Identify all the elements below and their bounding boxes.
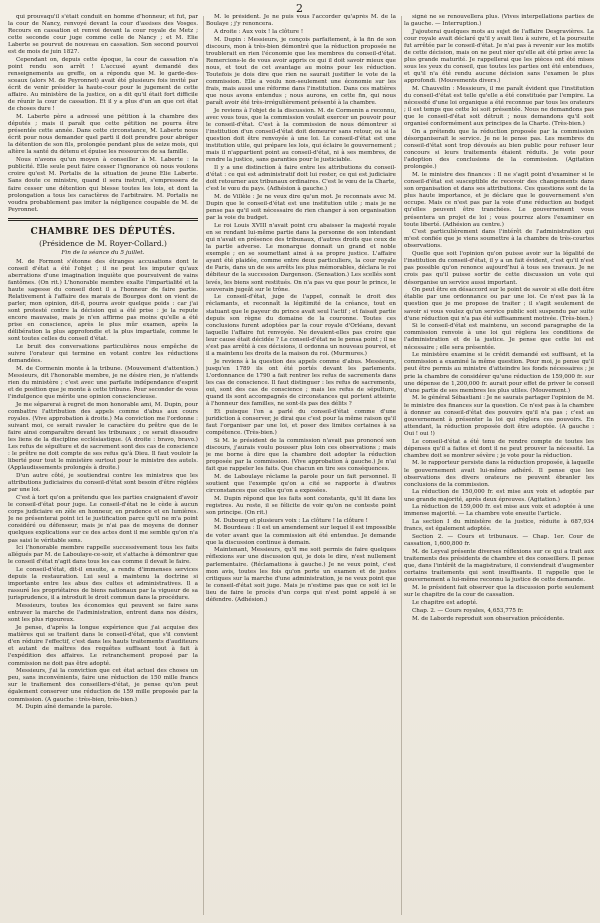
paragraph: C'est à tort qu'on a prétendu que les parties craignaient d'avoir le conseil-d'état pour juge. Le conseil-d'état ne le cède à aucun corps judiciaire en zèle en honneur, en prudence et en lumières. Je ne présenterai point ici le justification parce qu'il ne m'a point considéré ou défenseur, mais je n'ai pas de moyens de donner quelques explications sur ce des actes dont il me semble qu'on n'a pas saisi le véritable sens. [8, 495, 198, 544]
paragraph: Le ministère examine si le crédit demandé est suffisant, et la commission a examiné la même question. Pour moi, je pense qu'il peut être permis au ministre d'atteindre les fonds nécessaires ; je prie la chambre de considérer qu'une réduction de 159,000 fr. sur une dépense de 1,200,000 fr. aurait pour effet de priver le conseil d'une partie de ses membres les plus utiles. (Mouvement.) [404, 352, 594, 394]
paragraph: M. de Villèle : Je ne veux dire qu'un mot. Je reconnais avec M. Dupin que le conseil-d'état est une institution utile ; mais je ne pense pas qu'il soit nécessaire de rien changer à son organisation par la voie du budget. [206, 194, 396, 222]
paragraph: M. Dupin : Messieurs, je conçois parfaitement, à la fin de son discours, mon à très-bien démontré que la réduction proposée ne troublerait en rien l'économie que les membres du conseil-d'état. Remercions-le de vous avoir appris ce qui il doit savoir mieux que nous, et tout de cet avantage au moins pour les réduction. Toutefois je dois dire que rien ne saurait justifier le vote de la commission. Elle a voulu non-seulement une économie sur les frais, mais aussi une réforme dans l'institution. Dans ces matières que nous avons entendus ; nous aurons, en cette fin, qui nous paraît avoir été très-irrégulièrement présenté à la chambre. [206, 36, 396, 107]
columns [8, 14, 594, 917]
paragraph: M. le président fait observer que la discussion porte seulement sur le chapitre de la cour de cassation. [404, 585, 594, 599]
paragraph: Si le conseil-d'état est maintenu, un second paragraphe de la commission renvoie à une loi qui réglera les conditions de l'administration et de la justice. Je pense que cette loi est nécessaire ; elle sera présentée. [404, 323, 594, 351]
paragraph: Je reviens à la question des appels comme d'abus. Messieurs, jusqu'en 1789 ils ont été portés devant les parlements. L'ordonnance de 1790 a fait rentrer les refus de sacrements dans les cas de conscience. Il faut distinguer : les refus de sacrements, oui, sont des cas de conscience ; mais les refus de sépulture, quand ils sont accompagnés de circonstances qui portent atteinte à l'honneur des familles, ne sont-ils pas des délits ? [206, 358, 396, 407]
paragraph: M. le rapporteur persiste dans la réduction proposée, à laquelle le gouvernement avait lui-même adhéré. Il pense que les observations des divers orateurs ne peuvent ébranler les conclusions de la commission. [404, 460, 594, 488]
section-rule [8, 220, 198, 221]
paragraph: Ici l'honorable membre rappelle successivement tous les faits allégués par M. de Laboulaye-ce-soir, et s'attache à démontrer que le conseil d'état n'agit dans tous les cas comme il devait le faire. [8, 545, 198, 566]
paragraph: J'ajouterai quelques mots au sujet de l'affaire Desgravières. La cour royale avait déclaré qu'il y avait lieu à suivre, et la poursuite fut arrêtée par le conseil-d'état. Je n'ai pas à revenir sur les motifs de cette décision, mais on ne peut nier qu'elle ait été prise avec la plus grande maturité. Je rappellerai que les pièces ont été mises sous les yeux du conseil, que toutes les parties ont été entendues, et qu'il n'a été rendu aucune décision sans l'examen le plus approfondi. (Mouvements divers.) [404, 28, 594, 85]
paragraph: Messieurs, j'ai la conviction que cet état actuel des choses un peu, sans inconvénients, faire une réduction de 150 mille francs sur le traitement des conseillers-d'état, je pense qu'on peut également conserver une réduction de 159 mille proposée par la commission. (A gauche : très-bien, très-bien.) [8, 668, 198, 703]
paragraph: Le conseil-d'état, juge de l'appel, connaît le droit des réclamants, et reconnaît la légitimité de la créance, tout en statuant que le payeur du prince avait seul l'actif ; et faisait partie depuis son règne du domaine de la couronne. Toutes ces conclusions furent adoptées par la cour royale d'Orléans, devant laquelle l'affaire fut renvoyée. Ne devaient-elles pas croire que leur cause était décidée ? Le conseil-d'état ne le pensa point ; il ne s'est pas arrêté à ces décisions, il ordonna un nouveau pourvoi, et il a maintenu les droits de la maison du roi. (Murmures.) [206, 294, 396, 357]
paragraph: Le chapitre est adopté. [412, 599, 478, 606]
presidence-line: (Présidence de M. Royer-Collard.) [39, 238, 167, 248]
paragraph: La réduction de 159,000 fr. est mise aux voix et adoptée à une immense majorité. — La chambre vote ensuite l'article. [404, 504, 594, 518]
column-2 [206, 14, 396, 917]
paragraph: A droite : Aux voix ! la clôture ! [214, 28, 304, 35]
section-heading: CHAMBRE DES DÉPUTÉS. [30, 225, 176, 237]
column-1-debate [8, 259, 198, 712]
paragraph: M. le président. Je ne puis vous l'accorder qu'après M. de la Boulaye ; j'y renoncera. [206, 14, 396, 28]
paragraph: M. le général Sébastiani : Je ne saurais partager l'opinion de M. le ministre des finances sur la question. Ce n'est pas à la chambre à donner au conseil-d'état des pouvoirs qu'il n'a pas ; c'est au gouvernement à présenter la loi qui réglera ces pouvoirs. En attendant, la réduction proposée doit être adoptée. (A gauche : Oui ! oui !) [404, 395, 594, 437]
paragraph: Le conseil-d'état, dit-il ensuite, a rendu d'immenses services depuis la restauration. Lui seul a maintenu la doctrine si importante entre les abus des cultes et administratives. Il a rassuré les propriétaires de biens nationaux par la vigueur de sa jurisprudence, il a introduit le droit commun dans la procédure. [8, 567, 198, 602]
paragraph: qui prouvaqu'il s'était conduit en homme d'honneur, et fut, par la cour de Nancy, renvoyé devant la cour d'assises des Vosges. Recours en cassation et renvoi devant la cour royale de Metz ; cette seconde cour juge comme celle de Nancy ; et M. Elie Laberte se pourvut de nouveau en cassation. Son second pourvoi est de mois de juin 1827. [8, 14, 198, 56]
paragraph: Messieurs, toutes les économies qui peuvent se faire sans entraver la marche de l'administration, entrent dans nos désirs, sont les plus rigoureux. [8, 603, 198, 624]
paragraph: M. Dupin répond que les faits sont constants, qu'il lit dans les registres. Au reste, il se félicite de voir qu'on ne conteste point son principe. (On rit.) [206, 495, 396, 516]
paragraph: Quelle que soit l'opinion qu'on puisse avoir sur la légalité de l'institution du conseil-d'état, il y a un fait évident, c'est qu'il n'est pas possible qu'on renonce aujourd'hui à tous ses travaux. Je ne crois pas qu'il puisse sortir de cette discussion un vote qui désorganise un service aussi important. [404, 251, 594, 286]
paragraph: M. Chauvelin : Messieurs, il me paraît évident que l'institution du conseil-d'état est telle qu'elle a été constituée par l'empire. La nécessité d'une loi organique a été reconnue par tous les orateurs ; il est temps que cette loi soit présentée. Nous ne demandons pas que le conseil-d'état soit détruit ; nous demandons qu'il soit organisé conformément aux principes de la Charte. (Très-bien.) [404, 86, 594, 128]
section-rule [8, 218, 198, 219]
paragraph: Nous n'avons qu'un moyen à conseiller à M. Laberte : la publicité. Elle seule peut faire cesser l'ignorance où nous voulons croire qu'est M. Portalis de la situation de jeune Elie Laberte. Sans doute ce ministre, quand il sera instruit, s'empressera de faire cesser une détention qui blesse toutes les lois, et dont la prolongation a tous les caractères de l'arbitraire. M. Portalis ne voudra probablement pas imiter la négligence coupable de M. de Peyronnet. [8, 157, 198, 213]
paragraph: C'est particulièrement dans l'intérêt de l'administration qui m'est confiée que je viens soumettre à la chambre de très-courtes observations. [404, 229, 594, 250]
paragraph: Maintenant, Messieurs, qu'il me soit permis de faire quelques réflexions sur une discussion qui, je dois le dire, n'est nullement parlementaire. (Réclamations à gauche.) Je ne veux point, c'est mon avis, toutes les fois qu'on porte un examen et de justes critiques sur la marche d'une administration, je ne veux point que le conseil-d'état soit juge. Mais je n'estime pas que ce soit ici le lieu de faire le procès d'un corps qui n'est point appelé à se défendre. (Adhésion.) [206, 547, 396, 603]
paragraph: M. Bourdeau : Il est un amendement sur lequel il est impossible de voter avant que la commission ait été entendue. Je demande que la discussion continue à demain. [206, 525, 396, 546]
paragraph: M. de Laboulaye réclame la parole pour un fait personnel. Il soutient que l'exemple qu'on a cité se rapporte à d'autres circonstances que celles qu'on a exposées. [206, 473, 396, 494]
paragraph: M. le ministre des finances : Il ne s'agit point d'examiner si le conseil-d'état est susceptible de recevoir des changements dans son organisation et dans ses attributions. Ces questions sont de la plus haute importance, et je déclare que le gouvernement s'en occupe. Mais ce n'est pas par la voie d'une réduction au budget qu'elles peuvent être tranchées. Le gouvernement vous présentera un projet de loi ; vous pourrez alors l'examiner en toute liberté. (Adhésion au centre.) [404, 172, 594, 228]
paragraph: On peut être en désaccord sur le point de savoir si elle doit être établie par une ordonnance ou par une loi. Ce n'est pas là la question que je me propose de traiter ; il s'agit seulement de savoir si vous voulez qu'un service public soit suspendu par suite d'une réduction qui n'a pas été suffisamment motivée. (Très-bien.) [404, 287, 594, 322]
paragraph: M. de Cormenin monte à la tribune. (Mouvement d'attention.) Messieurs, dit l'honorable membre, je ne désire rien, je n'attends rien du ministère ; c'est avec une parfaite indépendance d'esprit et de position que je monte à cette tribune. Pour seconder de vous l'indulgence que mérite une opinion consciencieuse. [8, 366, 198, 401]
paragraph: Chap. 2. — Cours royales, 4,653,775 fr. [412, 607, 524, 614]
page-number: 2 [296, 2, 304, 15]
seance-note: Fin de la séance du 5 juillet. [61, 249, 145, 256]
paragraph: M. Laberte père a adressé une pétition à la chambre des députés ; mais il paraît que cette pétition ne pourra être présentée cette année. Dans cette circonstance, M. Laberte nous écrit pour nous demander quel parti il doit prendre pour abréger la détention de son fils, prolongée pendant plus de seize mois, qui altère la santé du détenu et épuise les ressources de sa famille. [8, 114, 198, 156]
paragraph: Je me séparerai à regret de mon honorable ami, M. Dupin, pour combattre l'attribution des appels comme d'abus aux cours royales. (Vive approbation à droite.) Ma conviction me l'ordonne : suivant moi, ce serait ravaler le caractère du prêtre que de le faire ainsi comparaître devant les tribunaux ; ce serait dissoudre les liens de la discipline ecclésiastique. (A droite : bravo, bravo.) Les refus de sépulture et de sacrement sont des cas de conscience : le prêtre ne doit compte de ses refus qu'à Dieu. Il faut vouloir la liberté pour tout le ministère surtout pour le ministre des autels. (Applaudissements prolongés à droite.) [8, 402, 198, 472]
column-1-top-articles [8, 14, 198, 214]
paragraph: M. de Leyval présente diverses réflexions sur ce qui a trait aux traitements des présidents de chambre et des conseillers. Il pense que, dans l'intérêt de la magistrature, il conviendrait d'augmenter certains traitements qui sont insuffisants. Il rappelle que le gouvernement a lui-même reconnu la justice de cette demande. [404, 549, 594, 584]
paragraph: Le bruit des conversations particulières nous empêche de suivre l'orateur qui termine en votant contre les réductions demandées. [8, 344, 198, 365]
paragraph: Je reviens à l'objet de la discussion. M. de Cormenin a reconnu, avec vous tous, que la commission voulait exercer un pouvoir pour le conseil-d'état. C'est à la commission de nous démontrer si l'institution d'un conseil-d'état doit demeurer sans retour, ou si la question doit être renvoyée à une loi. Le conseil-d'état est une institution utile, qui prépare les lois, qui éclaire le gouvernement ; mais il n'appartient point au conseil-d'état, ni à ses membres, de rendre la justice, sans garanties pour le justiciable. [206, 108, 396, 164]
paragraph: signé ne se renouvellera plus. (Vives interpellations parties de la gauche. — Interruption.) [404, 14, 594, 28]
paragraph: Cependant on, depuis cette époque, la cour de cassation n'a point rendu son arrêt ! L'accusé ayant demandé des renseignements au greffe, on a répondu que M. le garde-des-sceaux (alors M. de Peyronnet) avait été plusieurs fois invité par écrit de venir présider la haute-cour pour le jugement de cette affaire. Au ministère de la justice, on a dit qu'il était fort difficile de réunir la cour de cassation. Et il y a plus d'un an que cet état de choses dure ! [8, 57, 198, 113]
paragraph: La section I du ministère de la justice, réduite à 687,934 francs, est également adoptée. [404, 519, 594, 533]
paragraph: M. de Laborde reproduit son observation précédente. [412, 615, 565, 622]
paragraph: Je pense, d'après la longue expérience que j'ai acquise des matières qui se traitent dans le conseil-d'état, que s'il convient d'en réduire l'effectif, c'est dans les hauts traitements d'auditeurs et autant de maîtres des requêtes suffisant tout à fait à l'expédition des affaires. Le retranchement proposé par la commission ne doit pas être adopté. [8, 625, 198, 667]
paragraph: Il y a une distinction à faire entre les attributions du conseil-d'état : ce qui est administratif doit lui rester, ce qui est judiciaire doit retourner aux tribunaux ordinaires. C'est le vœu de la Charte, c'est le vœu du pays. (Adhésion à gauche.) [206, 165, 396, 193]
paragraph: On a prétendu que la réduction proposée par la commission désorganiserait le service. Je ne le pense pas. Les membres du conseil-d'état sont trop dévoués au bien public pour refuser leur concours si leurs traitements étaient réduits. Je vote pour l'adoption des conclusions de la commission. (Agitation prolongée.) [404, 129, 594, 171]
paragraph: Le roi Louis XVIII n'avait point cru abaisser la majesté royale en se rendant lui-même partie dans la personne de son intendant qui n'avait en présence des tribunaux, d'autres droits que ceux de la partie adverse. Le monarque donnait un grand et noble exemple ; en se soumettant ainsi à sa propre justice. L'affaire ayant été plaidée, comme entre deux particuliers, la cour royale de Paris, dans un de ses arrêts les plus mémorables, déclara le roi débiteur de la succession Dargenson. (Sensation.) Les scellés sont levés, les biens sont restitués. On n'a pas vu que pour le prince, le souverain jugeât sur le trône. [206, 223, 396, 293]
paragraph: Le conseil-d'état a été tenu de rendre compte de toutes les dépenses qu'il a faites et dont il ne peut prouver la nécessité. La chambre doit se montrer sévère ; je vote pour la réduction. [404, 438, 594, 459]
paragraph: Et puisque l'on a parlé du conseil-d'état comme d'une juridiction à conserver, je dirai que c'est pour la même raison qu'il faut l'organiser par une loi, et poser des limites certaines à sa compétence. (Très-bien.) [206, 408, 396, 436]
paragraph: M. Dupin aîné demande la parole. [16, 704, 113, 711]
paragraph: M. Dubourg et plusieurs voix : La clôture ! la clôture ! [214, 517, 368, 524]
column-1 [8, 14, 198, 917]
paragraph: Section 2. — Cours et tribunaux. — Chap. 1er. Cour de cassation, 1,600,800 fr. [404, 534, 594, 548]
paragraph: D'un autre côté, je soutiendrai contre les ministres que les attributions judiciaires du conseil-d'état sont besoin d'être réglées par une loi. [8, 473, 198, 494]
paragraph: La réduction de 150,000 fr. est mise aux voix et adoptée par une grande majorité, après deux épreuves. (Agitation.) [404, 489, 594, 503]
column-3 [404, 14, 594, 917]
paragraph: Si M. le président de la commission n'avait pas prononcé son discours, j'aurais voulu pousser plus loin ces observations ; mais je me borne à dire que la chambre doit adopter la réduction proposée par la commission. (Vive approbation à gauche.) Je n'ai fait que rappeler les faits. Que chacun en tire ses conséquences. [206, 437, 396, 472]
paragraph: M. de Formont s'étonne des étranges accusations dont le conseil d'état a été l'objet ; il ne peut les imputer qu'aux aberrations d'une imagination inquiète que poursuivent de vains fantômes. (On rit.) L'honorable membre exalte l'impartialité et la haute sagesse du conseil dont il a l'honneur de faire partie. Relativement à l'affaire des marais de Bourges dont on vient de parler, mon opinion, dit-il, pourra avoir quelque poids : car j'ai sont protesté contre la décision qui a été prise : je la repute encore mauvaise, mais je n'en affirme pas moins qu'elle a été prise en conscience, après le plus mûr examen, après la délibération la plus approfondie et la plus impartiale, comme le sont toutes celles du conseil d'état. [8, 258, 198, 343]
